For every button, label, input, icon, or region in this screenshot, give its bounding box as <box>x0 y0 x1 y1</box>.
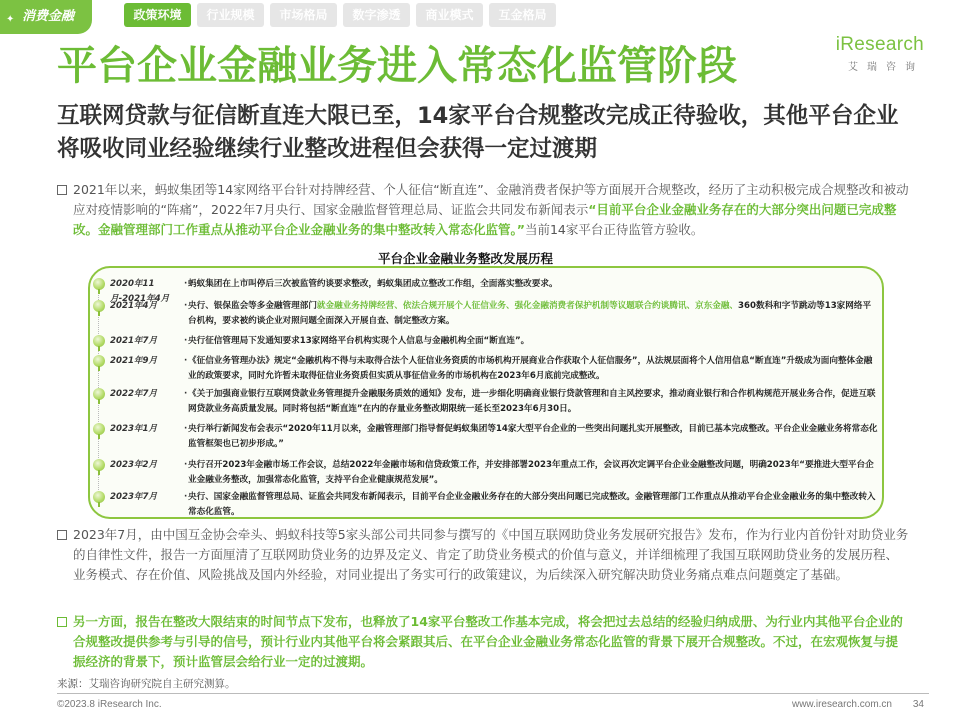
timeline-dot: · <box>184 279 188 289</box>
tab-industry-scale[interactable]: 行业规模 <box>197 3 264 27</box>
timeline-dot: · <box>184 356 188 366</box>
timeline-text <box>188 299 878 328</box>
timeline-text: 《关于加强商业银行互联网贷款业务管理提升金融服务质效的通知》发布，进一步细化明确商业银行贷款管理和自主风控要求，推动商业银行和合作机构规范开展业务合作，促进互联网贷款业务高质量发展。同时将包括“断直连”在内的存量业务整改期限统一延长至2023年6月30日。 <box>188 389 876 414</box>
page-number: 34 <box>912 699 924 710</box>
timeline-date: 2023年2月 <box>110 460 158 470</box>
logo-wordmark: iResearch <box>835 34 924 55</box>
timeline-text: 《征信业务管理办法》规定“金融机构不得与未取得合法个人征信业务资质的市场机构开展商业合作获取个人征信服务”，从法规层面将个人信用信息“断直连”升级成为面向整体金融业的政策要求，同时允许暂未取得征信业务资质但实质从事征信业务的市场机构在2023年6月底前完成整改。 <box>188 356 873 381</box>
section-tabs <box>124 3 556 27</box>
website-link[interactable]: www.iresearch.com.cn <box>791 699 892 710</box>
paragraph-bullet-3 <box>57 612 909 672</box>
bullet-1-text <box>73 180 909 240</box>
tab-policy[interactable]: 政策环境 <box>124 3 191 27</box>
pin-icon <box>93 423 105 435</box>
source-note: 来源：艾瑞咨询研究院自主研究测算。 <box>57 678 236 690</box>
copyright: ©2023.8 iResearch Inc. <box>57 699 162 710</box>
star-icon: ✦ <box>6 14 15 25</box>
section-badge-label: 消费金融 <box>22 9 75 24</box>
section-badge <box>0 0 92 34</box>
timeline-text: 央行召开2023年金融市场工作会议，总结2022年金融市场和信贷政策工作，并安排部署2023年重点工作，会议再次定调平台企业金融整改问题，明确2023年“要推进大型平台企业金融业务整改，加强常态化监管，支持平台企业健康规范发展”。 <box>188 460 874 485</box>
pin-icon <box>93 335 105 347</box>
bullet-square-icon <box>57 617 67 627</box>
bullet-1-part1: 2021年以来，蚂蚁集团等14家网络平台针对持牌经营、个人征信“断直连”、金融消费者保护等方面展开合规整改，经历了主动积极完成合规整改和被动应对疫情影响的“阵痛”，2022年7月央行、国家金融监督管理总局、证监会共同发布新闻表示 <box>73 182 909 217</box>
bullet-1-highlight: “目前平台企业金融业务存在的大部分突出问题已完成整改。金融管理部门工作重点从推动平台企业金融业务的集中整改转入常态化监管。” <box>73 202 897 237</box>
timeline-text-part: 央行、银保监会等多金融管理部门 <box>188 301 317 311</box>
bullet-2-text: 2023年7月，由中国互金协会牵头、蚂蚁科技等5家头部公司共同参与撰写的《中国互联网助贷业务发展研究报告》发布，作为行业内首份针对助贷业务的自律性文件，报告一方面厘清了互联网助贷业务的边界及定义、肯定了助贷业务模式的价值与意义，并详细梳理了我国互联网助贷业务的发展历程、业务模式、存在价值、风险挑战及国内外经验，对同业提出了务实可行的政策建议，为后续深入研究解决助贷业务痛点难点问题奠定了基础。 <box>73 527 909 582</box>
tab-fintech-landscape[interactable]: 互金格局 <box>489 3 556 27</box>
bullet-3-text: 另一方面，报告在整改大限结束的时间节点下发布，也释放了14家平台整改工作基本完成，将会把过去总结的经验归纳成册、为行业内其他平台企业的合规整改提供参考与引导的信号，预计行业内其他平台将会紧跟其后、在平台企业金融业务常态化监管的背景下展开合规整改。不过，在宏观恢复与提振经济的背景下，预计监管层会给行业一定的过渡期。 <box>73 614 903 669</box>
timeline-text-part2: 360数科和字节跳动等13家网络平台机构，要求被约谈企业对照问题全面深入开展自查、制定整改方案。 <box>188 301 872 326</box>
tab-business-model[interactable]: 商业模式 <box>416 3 483 27</box>
tab-digital-penetration[interactable]: 数字渗透 <box>343 3 410 27</box>
timeline-dot: · <box>184 492 188 502</box>
timeline-dot: · <box>184 424 188 434</box>
timeline-text: 央行举行新闻发布会表示“2020年11月以来，金融管理部门指导督促蚂蚁集团等14家大型平台企业的一些突出问题扎实开展整改，目前已基本完成整改。平台企业金融业务将常态化监管框架也已初步形成。” <box>188 424 878 449</box>
pin-icon <box>93 300 105 312</box>
bullet-square-icon <box>57 185 67 195</box>
bullet-square-icon <box>57 530 67 540</box>
timeline-date: 2021年9月 <box>110 356 158 366</box>
timeline-box <box>88 266 884 519</box>
pin-icon <box>93 355 105 367</box>
tab-market-structure[interactable]: 市场格局 <box>270 3 337 27</box>
timeline-dot: · <box>184 460 188 470</box>
timeline-date: 2022年7月 <box>110 389 158 399</box>
timeline-date: 2023年1月 <box>110 424 158 434</box>
pin-icon <box>93 459 105 471</box>
pin-icon <box>93 491 105 503</box>
paragraph-bullet-2 <box>57 525 909 585</box>
timeline-title: 平台企业金融业务整改发展历程 <box>378 251 554 266</box>
timeline-text: 央行征信管理局下发通知要求13家网络平台机构实现个人信息与金融机构全面“断直连”。 <box>188 336 530 346</box>
timeline-dot: · <box>184 389 188 399</box>
iresearch-logo <box>836 34 924 73</box>
timeline-text: 央行、国家金融监督管理总局、证监会共同发布新闻表示，目前平台企业金融业务存在的大部分突出问题已完成整改。金融管理部门工作重点从推动平台企业金融业务的集中整改转入常态化监管。 <box>188 492 876 517</box>
pin-icon <box>93 278 105 290</box>
timeline-date: 2021年4月 <box>110 301 158 311</box>
timeline-date: 2021年7月 <box>110 336 158 346</box>
pin-icon <box>93 388 105 400</box>
logo-subtext: 艾瑞咨询 <box>848 62 924 73</box>
timeline-text-green: 就金融业务持牌经营、依法合规开展个人征信业务、强化金融消费者保护机制等议题联合约谈腾讯、京东金融、 <box>316 301 739 311</box>
page-title: 平台企业金融业务进入常态化监管阶段 <box>57 43 737 89</box>
page-subtitle: 互联网贷款与征信断直连大限已至，14家平台合规整改完成正待验收，其他平台企业将吸收同业经验继续行业整改进程但会获得一定过渡期 <box>57 103 899 162</box>
timeline-text: 蚂蚁集团在上市叫停后三次被监管约谈要求整改，蚂蚁集团成立整改工作组，全面落实整改要求。 <box>188 279 558 289</box>
footer-divider <box>57 693 929 694</box>
timeline-dot: · <box>184 301 188 311</box>
timeline-dot: · <box>184 336 188 346</box>
timeline-date: 2023年7月 <box>110 492 158 502</box>
bullet-1-part2: 当前14家平台正待监管方验收。 <box>524 222 704 237</box>
timeline-date: 2020年11月-2021年4月 <box>110 279 170 304</box>
paragraph-bullet-1 <box>57 180 909 240</box>
